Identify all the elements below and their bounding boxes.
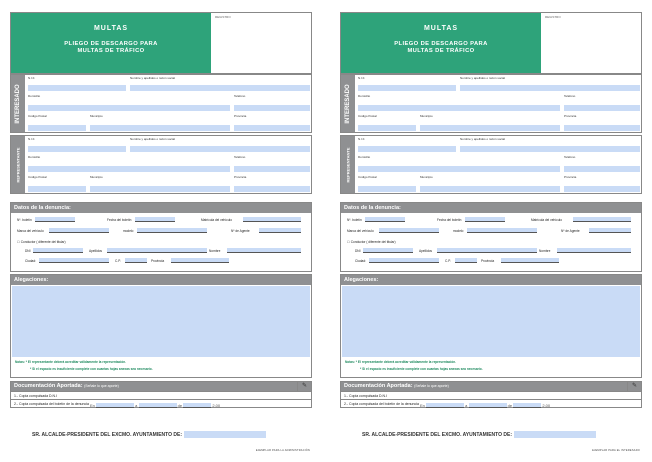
nota-espacio: * Si el espacio es insuficiente complete con cuantas hojas anexas sea necesario.: [30, 367, 153, 371]
interesado-provincia-field[interactable]: Provincia: [563, 114, 641, 132]
representante-municipio-field[interactable]: Municipio: [89, 175, 231, 193]
dia-input[interactable]: [139, 403, 177, 408]
conductor-cp-input[interactable]: [455, 258, 477, 263]
interesado-section: [340, 74, 642, 133]
registro-box: REGISTRO: [542, 13, 641, 73]
boletin-input[interactable]: [35, 217, 75, 222]
interesado-domicilio-field[interactable]: Domicilio: [357, 94, 561, 112]
documentacion-heading: Documentación Aportada:: [14, 383, 83, 389]
representante-nif-field[interactable]: N.I.F.: [27, 137, 127, 153]
interesado-nombre-field[interactable]: Nombre y apellidos o razón social: [459, 76, 641, 92]
boletin-input[interactable]: [365, 217, 405, 222]
representante-nombre-field[interactable]: Nombre y apellidos o razón social: [459, 137, 641, 153]
form-sheet-interesado: [340, 12, 642, 460]
denuncia-section: Datos de la denuncia: Nº. boletín Fecha del boletín Matrícula del vehículo Marca del vehículo modelo Nº de Agente ☐ Conductor ( diferente del titular) DNI Apellidos Nombre Ciudad: C.P. Provincia: [10, 202, 312, 272]
registro-box: REGISTRO: [212, 13, 311, 73]
form-subtitle-line2: MULTAS DE TRÁFICO: [77, 48, 145, 54]
alegaciones-textarea[interactable]: [12, 286, 310, 357]
agente-input[interactable]: [259, 228, 301, 233]
representante-domicilio-field[interactable]: Domicilio: [357, 155, 561, 173]
representante-label: REPRESENTANTE: [15, 146, 21, 183]
conductor-dni-input[interactable]: [363, 248, 413, 253]
conductor-ciudad-input[interactable]: [39, 258, 109, 263]
form-sheet-administracion: [10, 12, 312, 460]
lugar-input[interactable]: [426, 403, 464, 408]
denuncia-section: Datos de la denuncia: Nº. boletín Fecha del boletín Matrícula del vehículo Marca del vehículo modelo Nº de Agente ☐ Conductor ( diferente del titular) DNI Apellidos Nombre Ciudad: C.P. Provincia: [340, 202, 642, 272]
alegaciones-section: [340, 274, 642, 378]
representante-municipio-field[interactable]: Municipio: [419, 175, 561, 193]
pen-icon: ✎: [297, 382, 311, 391]
interesado-telefono-field[interactable]: Teléfono: [233, 94, 311, 112]
representante-provincia-field[interactable]: Provincia: [233, 175, 311, 193]
interesado-municipio-field[interactable]: Municipio: [89, 114, 231, 132]
conductor-apellidos-input[interactable]: [437, 248, 537, 253]
matricula-input[interactable]: [243, 217, 301, 222]
representante-section: [10, 135, 312, 194]
interesado-cp-field[interactable]: Código Postal: [27, 114, 87, 132]
interesado-label: INTERESADO: [345, 83, 351, 124]
documentacion-section: Documentación Aportada: (Señale lo que aporte) ✎ 1.- Copia compulsada D.N.I 2.- Copia compulsada del boletín de la denuncia: [340, 381, 642, 408]
agente-input[interactable]: [589, 228, 631, 233]
alegaciones-section: [10, 274, 312, 378]
form-header: [340, 12, 642, 74]
conductor-nombre-input[interactable]: [557, 248, 631, 253]
interesado-telefono-field[interactable]: Teléfono: [563, 94, 641, 112]
representante-nombre-field[interactable]: Nombre y apellidos o razón social: [129, 137, 311, 153]
interesado-nif-field[interactable]: N.I.F.: [357, 76, 457, 92]
matricula-input[interactable]: [573, 217, 631, 222]
ayuntamiento-input[interactable]: [514, 431, 596, 438]
representante-label: REPRESENTANTE: [345, 146, 351, 183]
ayuntamiento-input[interactable]: [184, 431, 266, 438]
representante-nif-field[interactable]: N.I.F.: [357, 137, 457, 153]
dia-input[interactable]: [469, 403, 507, 408]
representante-cp-field[interactable]: Código Postal: [27, 175, 87, 193]
form-title: MULTAS: [93, 25, 129, 32]
representante-telefono-field[interactable]: Teléfono: [563, 155, 641, 173]
representante-cp-field[interactable]: Código Postal: [357, 175, 417, 193]
conductor-ciudad-input[interactable]: [369, 258, 439, 263]
representante-section: [340, 135, 642, 194]
interesado-label: INTERESADO: [15, 83, 21, 124]
interesado-municipio-field[interactable]: Municipio: [419, 114, 561, 132]
modelo-input[interactable]: [467, 228, 537, 233]
interesado-domicilio-field[interactable]: Domicilio: [27, 94, 231, 112]
fecha-boletin-input[interactable]: [465, 217, 505, 222]
conductor-dni-input[interactable]: [33, 248, 83, 253]
documentacion-section: Documentación Aportada: (Señale lo que aporte) ✎ 1.- Copia compulsada D.N.I 2.- Copia compulsada del boletín de la denuncia: [10, 381, 312, 408]
documento-boletin-row[interactable]: 2.- Copia compulsada del boletín de la denuncia: [11, 399, 311, 407]
conductor-provincia-input[interactable]: [501, 258, 559, 263]
conductor-nombre-input[interactable]: [227, 248, 301, 253]
denuncia-heading: Datos de la denuncia:: [11, 203, 311, 213]
lugar-input[interactable]: [96, 403, 134, 408]
form-subtitle-line1: PLIEGO DE DESCARGO PARA: [64, 41, 158, 47]
firma-line: SR. ALCALDE-PRESIDENTE DEL EXCMO. AYUNTAMIENTO DE:: [362, 431, 596, 438]
marca-input[interactable]: [379, 228, 439, 233]
nota-espacio: * Si el espacio es insuficiente complete con cuantas hojas anexas sea necesario.: [360, 367, 483, 371]
fecha-lugar-line: En a de 2.00: [90, 403, 221, 408]
alegaciones-heading: Alegaciones:: [11, 275, 311, 285]
marca-input[interactable]: [49, 228, 109, 233]
interesado-nombre-field[interactable]: Nombre y apellidos o razón social: [129, 76, 311, 92]
interesado-nif-field[interactable]: N.I.F.: [27, 76, 127, 92]
conductor-cp-input[interactable]: [125, 258, 147, 263]
mes-input[interactable]: [513, 403, 541, 408]
conductor-apellidos-input[interactable]: [107, 248, 207, 253]
footer-ejemplar: EJEMPLAR PARA LA ADMINISTRACIÓN: [255, 449, 310, 452]
interesado-provincia-field[interactable]: Provincia: [233, 114, 311, 132]
pen-icon: ✎: [627, 382, 641, 391]
footer-ejemplar: EJEMPLAR PARA EL INTERESADO: [592, 449, 640, 452]
documento-boletin-row[interactable]: 2.- Copia compulsada del boletín de la denuncia: [341, 399, 641, 407]
documentacion-heading: Documentación Aportada:: [344, 383, 413, 389]
modelo-input[interactable]: [137, 228, 207, 233]
form-subtitle-line1: PLIEGO DE DESCARGO PARA: [394, 41, 488, 47]
interesado-section: [10, 74, 312, 133]
form-header: [10, 12, 312, 74]
form-subtitle-line2: MULTAS DE TRÁFICO: [407, 48, 475, 54]
fecha-lugar-line: En a de 2.00: [420, 403, 551, 408]
form-title: MULTAS: [423, 25, 459, 32]
denuncia-heading: Datos de la denuncia:: [341, 203, 641, 213]
nota-representante: Notas: * El representante deberá acreditar válidamente la representación.: [345, 360, 457, 364]
firma-line: SR. ALCALDE-PRESIDENTE DEL EXCMO. AYUNTAMIENTO DE:: [32, 431, 266, 438]
representante-provincia-field[interactable]: Provincia: [563, 175, 641, 193]
representante-domicilio-field[interactable]: Domicilio: [27, 155, 231, 173]
interesado-cp-field[interactable]: Código Postal: [357, 114, 417, 132]
representante-telefono-field[interactable]: Teléfono: [233, 155, 311, 173]
alegaciones-textarea[interactable]: [342, 286, 640, 357]
conductor-provincia-input[interactable]: [171, 258, 229, 263]
documento-dni-row[interactable]: 1.- Copia compulsada D.N.I: [341, 391, 641, 399]
documento-dni-row[interactable]: 1.- Copia compulsada D.N.I: [11, 391, 311, 399]
fecha-boletin-input[interactable]: [135, 217, 175, 222]
mes-input[interactable]: [183, 403, 211, 408]
alegaciones-heading: Alegaciones:: [341, 275, 641, 285]
nota-representante: Notas: * El representante deberá acreditar válidamente la representación.: [15, 360, 127, 364]
